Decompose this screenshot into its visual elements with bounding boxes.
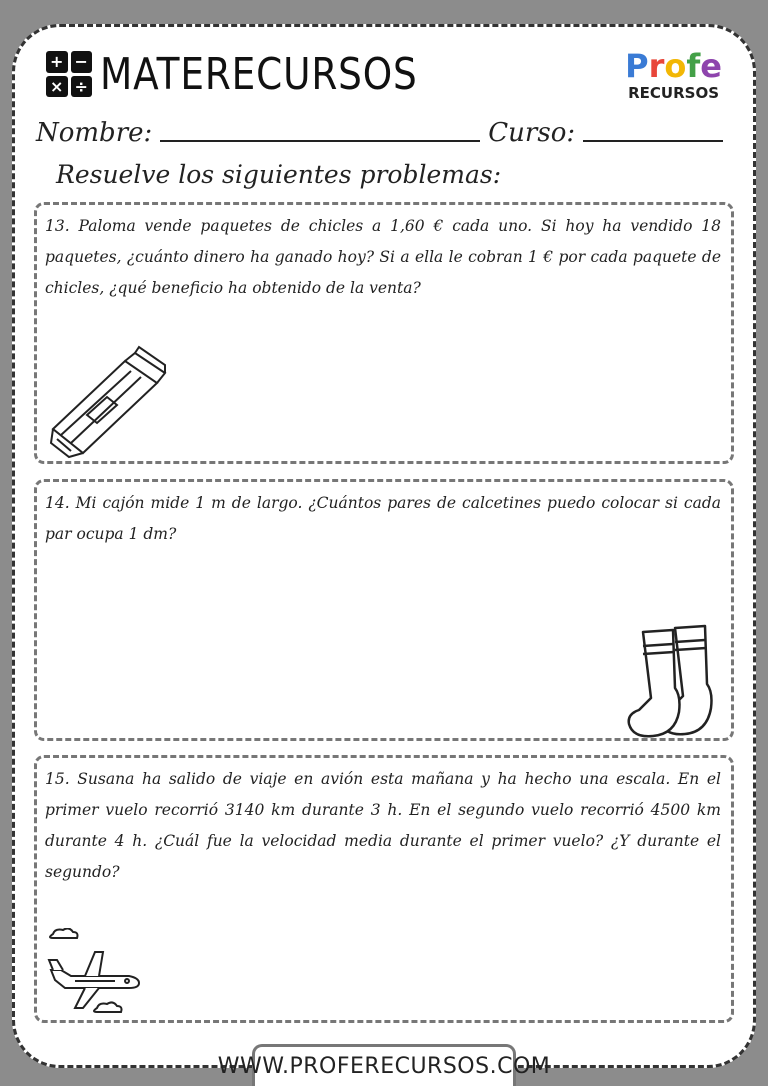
logo-letter: P [625,47,649,85]
name-field[interactable] [160,140,480,142]
name-label: Nombre: [36,118,153,148]
times-symbol: × [46,76,68,98]
logo-subtitle: RECURSOS [628,84,720,102]
course-field[interactable] [583,140,723,142]
logo-letter: r [648,47,665,85]
brand-header [46,50,474,98]
airplane-icon [45,928,145,1018]
plus-symbol: + [46,51,68,73]
calculator-icon [46,51,92,97]
logo-letter: o [664,47,687,85]
gum-pack-icon [47,343,167,461]
divide-symbol: ÷ [71,76,93,98]
socks-icon [625,622,729,740]
profe-recursos-logo [625,47,722,102]
problem-text-13: 13. Paloma vende paquetes de chicles a 1,60 € cada uno. Si hoy ha vendido 18 paquetes, ¿cuánto dinero ha ganado hoy? Si a ella le cobran 1 € por cada paquete de chicles, ¿qué beneficio ha obtenido de la venta? [45,217,721,297]
problem-box-15 [34,755,734,1023]
course-label: Curso: [488,118,576,148]
problem-box-14 [34,479,734,741]
brand-title: MATERECURSOS [100,48,418,100]
logo-letter: f [686,47,701,85]
instruction-heading: Resuelve los siguientes problemas: [56,160,502,189]
problem-box-13 [34,202,734,464]
minus-symbol: − [71,51,93,73]
logo-letter: e [700,47,722,85]
problem-text-15: 15. Susana ha salido de viaje en avión esta mañana y ha hecho una escala. En el primer vuelo recorrió 3140 km durante 3 h. En el segundo vuelo recorrió 4500 km durante 4 h. ¿Cuál fue la velocidad media durante el primer vuelo? ¿Y durante el segundo? [45,770,721,881]
website-footer[interactable]: WWW.PROFERECURSOS.COM [252,1044,516,1086]
student-info-line [36,112,736,148]
problem-text-14: 14. Mi cajón mide 1 m de largo. ¿Cuántos pares de calcetines puedo colocar si cada par ocupa 1 dm? [45,494,721,543]
